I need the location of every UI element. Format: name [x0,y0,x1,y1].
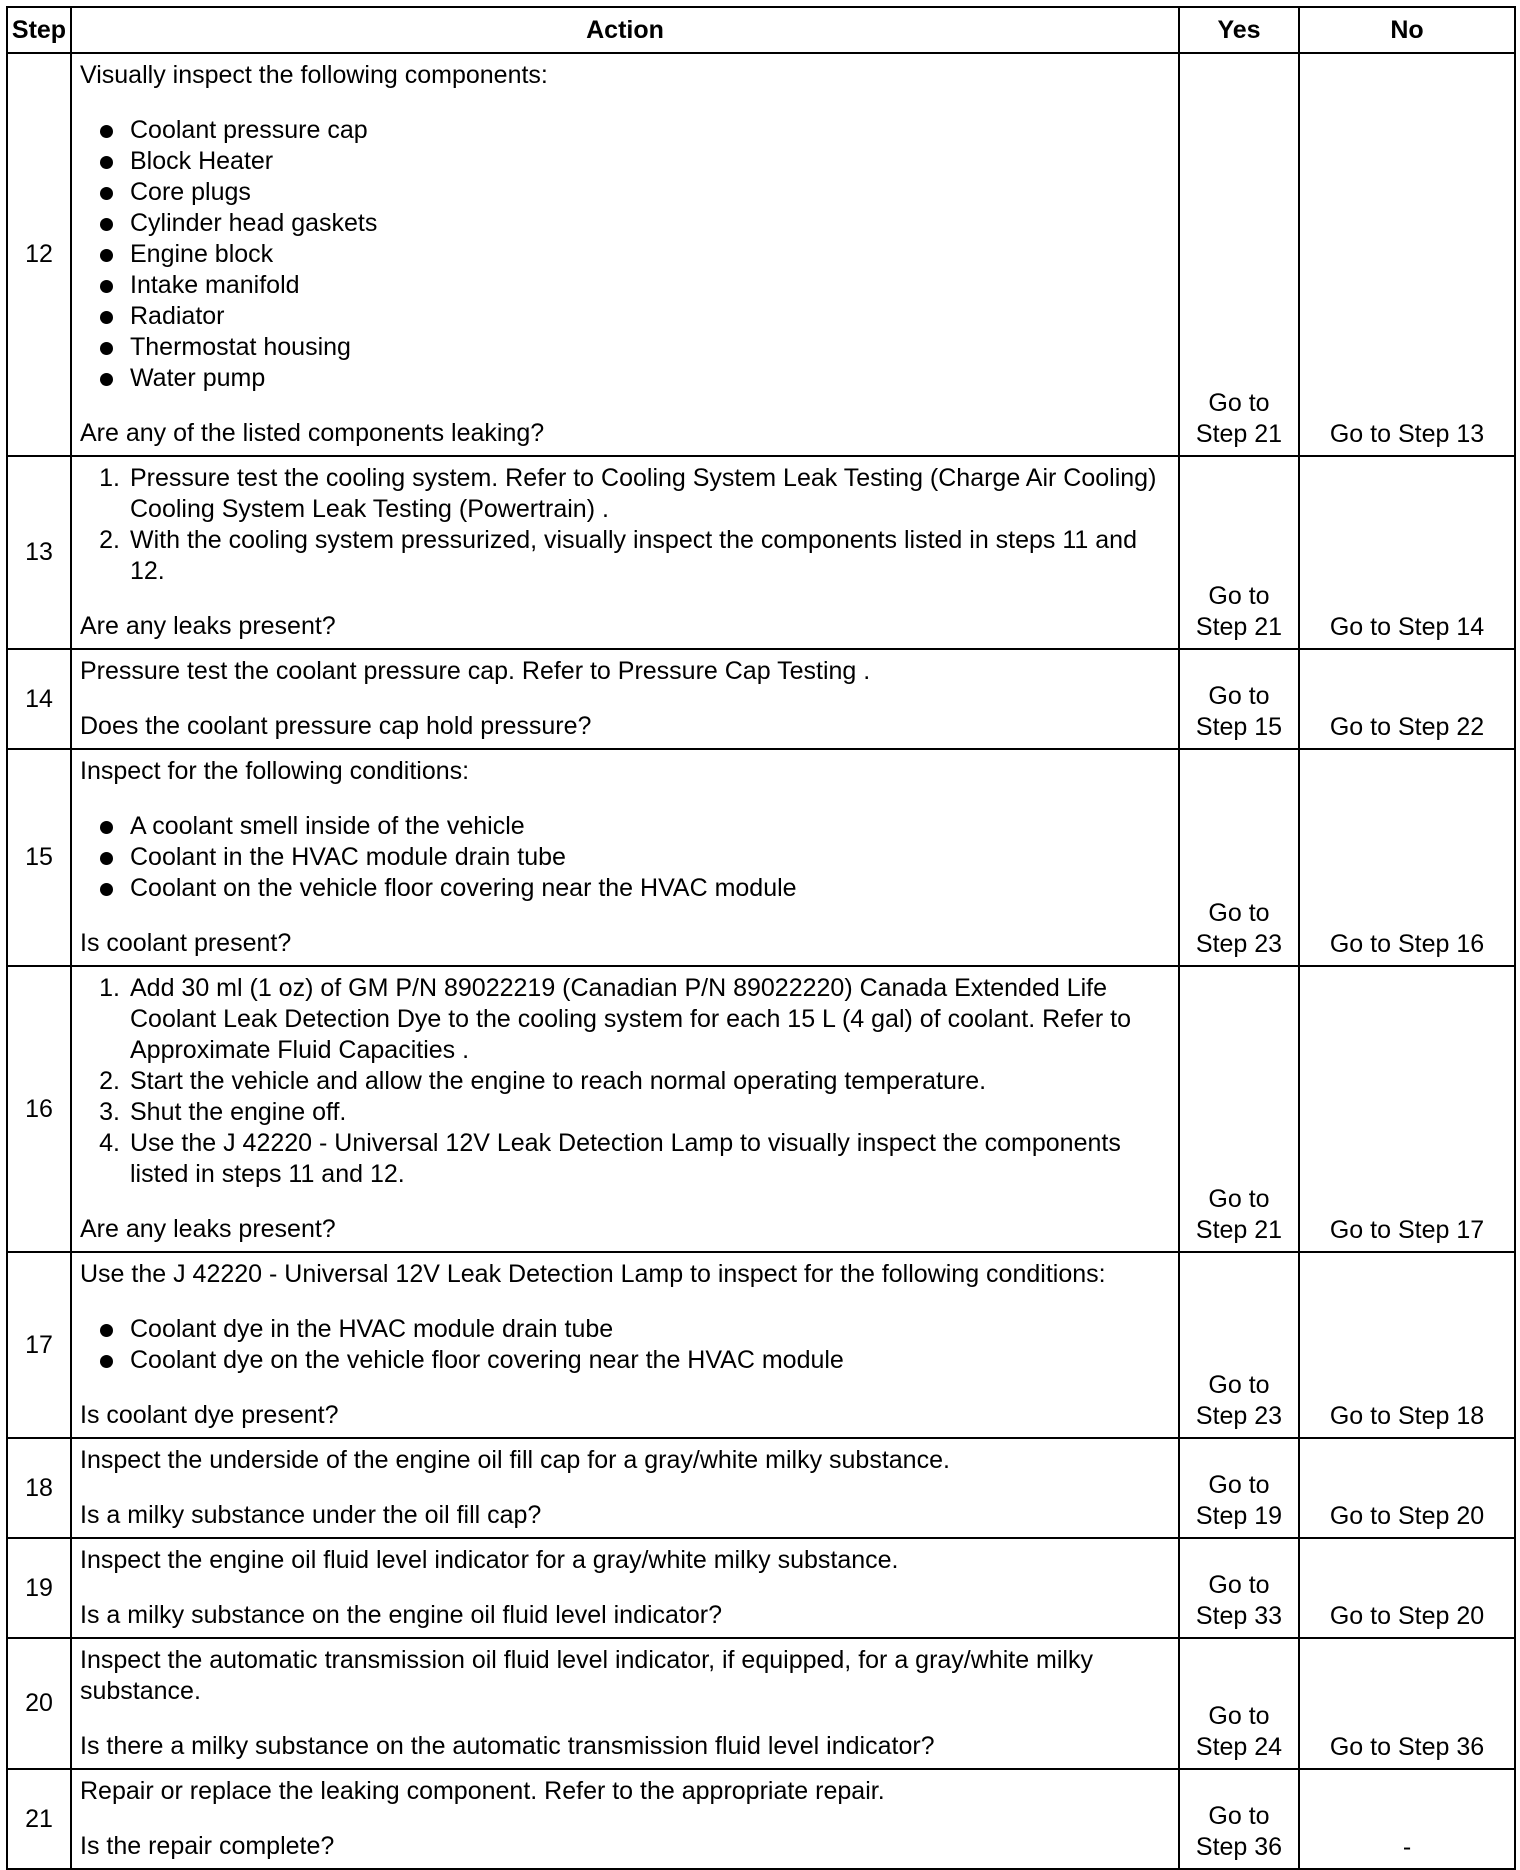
no-cell: Go to Step 14 [1299,456,1515,649]
step-number: 17 [7,1252,71,1438]
item-text: Start the vehicle and allow the engine to reach normal operating temperature. [130,1067,987,1095]
list-item: Coolant in the HVAC module drain tube [100,842,1170,873]
bullet-list [80,811,1170,904]
step-number: 13 [7,456,71,649]
yes-cell [1179,1252,1299,1438]
item-number: 2. [99,1067,120,1095]
header-step: Step [7,7,71,53]
header-action: Action [71,7,1179,53]
spacer [80,904,1170,928]
numbered-list [80,463,1170,587]
yes-link-line: Step 36 [1195,1833,1283,1861]
spacer [80,394,1170,418]
yes-link-line: Step 21 [1195,613,1283,641]
action-intro: Inspect for the following conditions: [80,757,470,785]
yes-link-line: Go to [1208,682,1270,710]
action-question: Is there a milky substance on the automatic transmission fluid level indicator? [80,1732,935,1760]
item-text: Use the J 42220 - Universal 12V Leak Detection Lamp to visually inspect the components listed in steps 11 and 12. [130,1129,1121,1188]
list-item [88,1066,1170,1097]
step-number: 19 [7,1538,71,1638]
spacer [80,587,1170,611]
list-item: Cylinder head gaskets [100,208,1170,239]
list-item: Block Heater [100,146,1170,177]
spacer [80,1190,1170,1214]
no-cell: Go to Step 20 [1299,1438,1515,1538]
spacer [80,1290,1170,1314]
action-intro: Pressure test the coolant pressure cap. Refer to Pressure Cap Testing . [80,657,871,685]
yes-link-line: Go to [1208,1185,1270,1213]
action-cell [71,53,1179,456]
spacer [80,1807,1170,1831]
item-text: Add 30 ml (1 oz) of GM P/N 89022219 (Canadian P/N 89022220) Canada Extended Life Coolant Leak Detection Dye to the cooling system for each 15 L (4 gal) of coolant. Refer to Approximate Fluid Capacities . [130,974,1132,1064]
action-intro: Repair or replace the leaking component. Refer to the appropriate repair. [80,1777,885,1805]
no-cell: Go to Step 16 [1299,749,1515,966]
spacer [80,687,1170,711]
action-intro: Use the J 42220 - Universal 12V Leak Detection Lamp to inspect for the following conditions: [80,1260,1106,1288]
yes-cell [1179,966,1299,1252]
bullet-list [80,1314,1170,1376]
yes-cell [1179,749,1299,966]
list-item [88,1097,1170,1128]
yes-link-line: Step 21 [1195,420,1283,448]
list-item: Radiator [100,301,1170,332]
header-no: No [1299,7,1515,53]
action-cell [71,1638,1179,1769]
yes-link-line: Step 19 [1195,1502,1283,1530]
table-row [7,1438,1515,1538]
table-row [7,1252,1515,1438]
table-row [7,53,1515,456]
step-number: 16 [7,966,71,1252]
action-cell [71,749,1179,966]
step-number: 20 [7,1638,71,1769]
action-question: Is a milky substance under the oil fill cap? [80,1501,542,1529]
action-question: Is coolant present? [80,929,292,957]
table-row [7,1638,1515,1769]
yes-link-line: Go to [1208,1802,1270,1830]
action-question: Does the coolant pressure cap hold pressure? [80,712,592,740]
action-question: Is the repair complete? [80,1832,335,1860]
step-number: 14 [7,649,71,749]
list-item [88,973,1170,1066]
action-question: Is a milky substance on the engine oil fluid level indicator? [80,1601,723,1629]
list-item: Engine block [100,239,1170,270]
yes-link-line: Go to [1208,899,1270,927]
yes-cell [1179,1538,1299,1638]
action-cell [71,456,1179,649]
list-item: Thermostat housing [100,332,1170,363]
item-number: 2. [99,526,120,554]
item-number: 3. [99,1098,120,1126]
item-number: 4. [99,1129,120,1157]
yes-link-line: Step 23 [1195,930,1283,958]
numbered-list [80,973,1170,1190]
yes-cell [1179,1769,1299,1869]
list-item [88,1128,1170,1190]
no-cell: Go to Step 13 [1299,53,1515,456]
list-item [88,463,1170,525]
table-row [7,456,1515,649]
yes-link-line: Step 21 [1195,1216,1283,1244]
table-row [7,966,1515,1252]
yes-link-line: Step 23 [1195,1402,1283,1430]
item-text: Pressure test the cooling system. Refer to Cooling System Leak Testing (Charge Air Cooling) Cooling System Leak Testing (Powertrain) . [130,464,1157,523]
yes-cell [1179,649,1299,749]
yes-cell [1179,53,1299,456]
diagnostic-table [6,6,1516,1870]
table-row [7,649,1515,749]
table-row [7,1538,1515,1638]
no-cell: - [1299,1769,1515,1869]
yes-link-line: Go to [1208,1571,1270,1599]
spacer [80,1476,1170,1500]
yes-cell [1179,456,1299,649]
spacer [80,1576,1170,1600]
yes-link-line: Go to [1208,1702,1270,1730]
action-cell [71,1438,1179,1538]
no-cell: Go to Step 17 [1299,966,1515,1252]
action-cell [71,1252,1179,1438]
table-body [7,53,1515,1869]
yes-cell [1179,1638,1299,1769]
table-row [7,749,1515,966]
spacer [80,91,1170,115]
yes-link-line: Go to [1208,582,1270,610]
no-cell: Go to Step 20 [1299,1538,1515,1638]
yes-link-line: Step 24 [1195,1733,1283,1761]
spacer [80,1376,1170,1400]
yes-link-line: Step 15 [1195,713,1283,741]
list-item: A coolant smell inside of the vehicle [100,811,1170,842]
item-number: 1. [99,974,120,1002]
action-intro: Inspect the engine oil fluid level indicator for a gray/white milky substance. [80,1546,899,1574]
list-item: Coolant dye in the HVAC module drain tube [100,1314,1170,1345]
action-question: Is coolant dye present? [80,1401,339,1429]
item-text: Shut the engine off. [130,1098,347,1126]
step-number: 12 [7,53,71,456]
list-item [88,525,1170,587]
yes-link-line: Go to [1208,1471,1270,1499]
action-cell [71,1538,1179,1638]
step-number: 21 [7,1769,71,1869]
yes-link-line: Step 33 [1195,1602,1283,1630]
action-cell [71,1769,1179,1869]
spacer [80,787,1170,811]
header-row [7,7,1515,53]
list-item: Coolant dye on the vehicle floor covering near the HVAC module [100,1345,1170,1376]
step-number: 18 [7,1438,71,1538]
spacer [80,1707,1170,1731]
bullet-list [80,115,1170,394]
action-question: Are any leaks present? [80,1215,336,1243]
action-intro: Inspect the underside of the engine oil fill cap for a gray/white milky substance. [80,1446,950,1474]
header-yes: Yes [1179,7,1299,53]
yes-link-line: Go to [1208,1371,1270,1399]
list-item: Coolant pressure cap [100,115,1170,146]
yes-link-line: Go to [1208,389,1270,417]
list-item: Water pump [100,363,1170,394]
no-cell: Go to Step 18 [1299,1252,1515,1438]
table-row [7,1769,1515,1869]
item-number: 1. [99,464,120,492]
action-question: Are any of the listed components leaking? [80,419,545,447]
list-item: Intake manifold [100,270,1170,301]
action-cell [71,966,1179,1252]
action-cell [71,649,1179,749]
no-cell: Go to Step 36 [1299,1638,1515,1769]
action-intro: Visually inspect the following components: [80,61,548,89]
yes-cell [1179,1438,1299,1538]
no-cell: Go to Step 22 [1299,649,1515,749]
action-question: Are any leaks present? [80,612,336,640]
step-number: 15 [7,749,71,966]
action-intro: Inspect the automatic transmission oil fluid level indicator, if equipped, for a gray/white milky substance. [80,1646,1093,1705]
item-text: With the cooling system pressurized, visually inspect the components listed in steps 11 and 12. [130,526,1137,585]
list-item: Coolant on the vehicle floor covering near the HVAC module [100,873,1170,904]
list-item: Core plugs [100,177,1170,208]
